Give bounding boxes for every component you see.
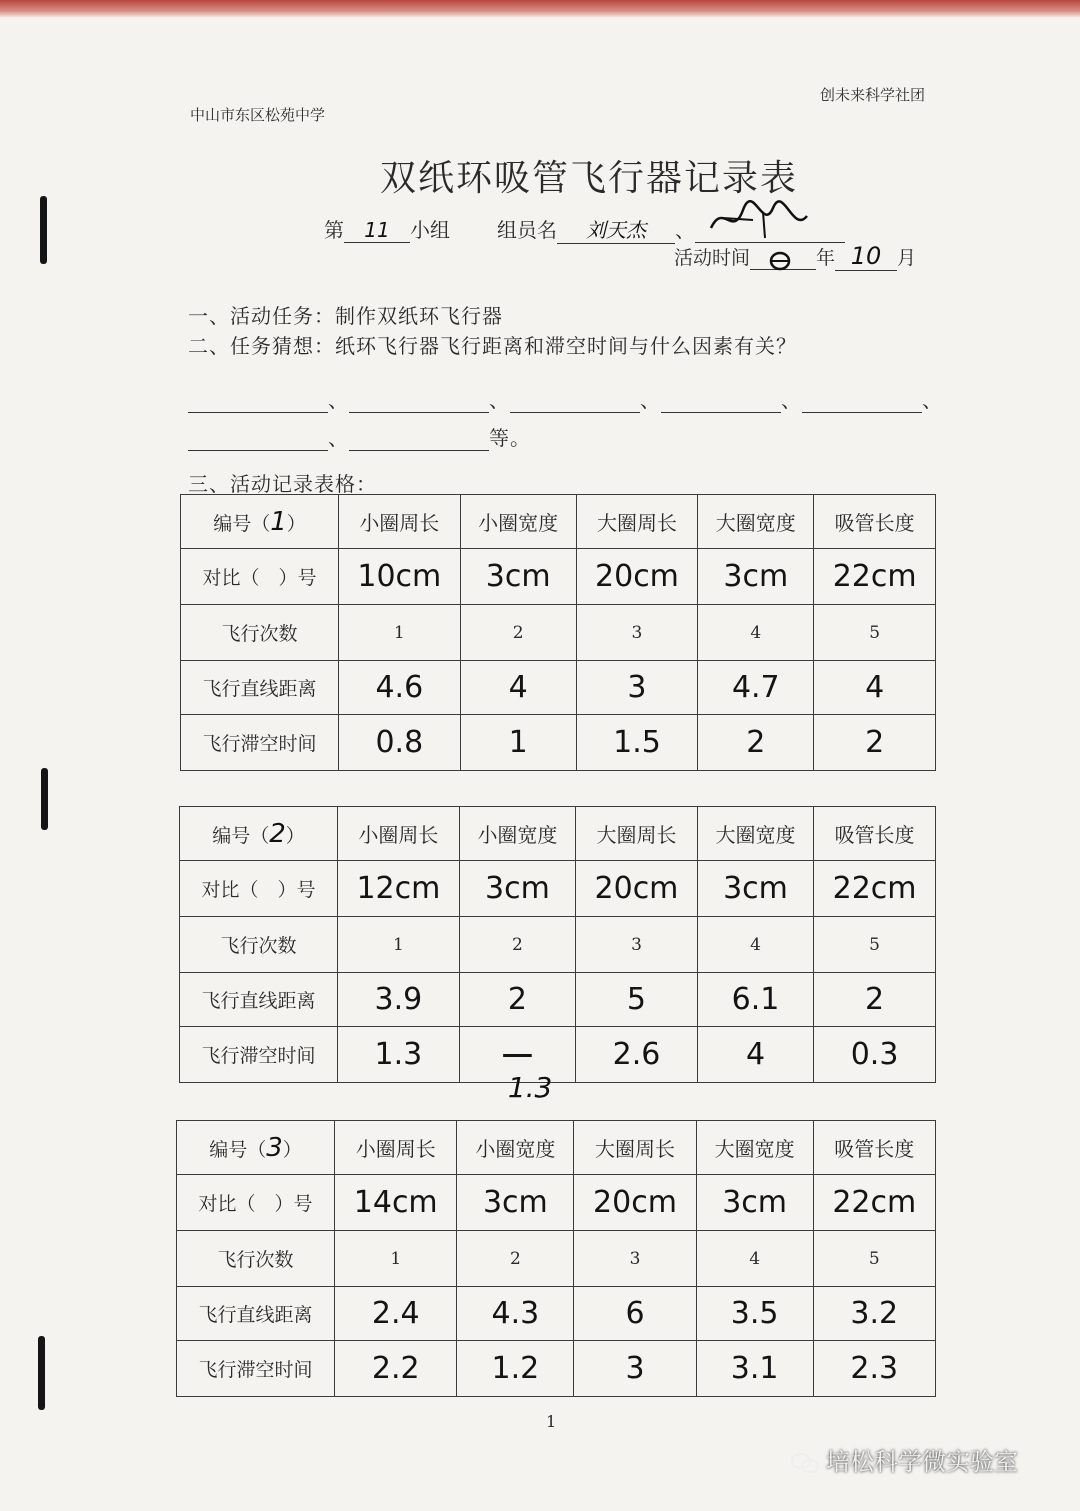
- flight-count-label: 飞行次数: [177, 1231, 335, 1287]
- trial-number: 5: [814, 605, 936, 661]
- time-cell: 0.8: [339, 715, 461, 771]
- header-small-ring-width: 小圈宽度: [460, 495, 576, 549]
- trial-number: 4: [697, 917, 813, 973]
- param-cell: 3cm: [696, 1175, 813, 1231]
- table-row-header: [180, 807, 936, 861]
- flight-count-label: 飞行次数: [181, 605, 339, 661]
- table-row-trials: [181, 605, 936, 661]
- time-cell: 1.2: [457, 1341, 574, 1397]
- members-line: [497, 214, 845, 244]
- time-label: 活动时间: [674, 247, 751, 269]
- trial-number: 1: [335, 1231, 457, 1287]
- distance-cell: 3.2: [813, 1287, 935, 1341]
- group-line: [324, 214, 450, 243]
- compare-label: 对比（ ）号: [180, 861, 338, 917]
- header-small-ring-circumference: 小圈周长: [338, 807, 460, 861]
- trial-number: 4: [698, 605, 814, 661]
- distance-cell: 3.5: [696, 1287, 813, 1341]
- number-cell: 编号（2）: [180, 807, 338, 861]
- table-row-params: [181, 549, 936, 605]
- year-field: [750, 247, 816, 270]
- time-cell: 2: [814, 715, 936, 771]
- distance-cell: 4.6: [339, 661, 461, 715]
- flight-count-label: 飞行次数: [180, 917, 338, 973]
- time-cell: 3.1: [696, 1341, 813, 1397]
- section-task: 一、活动任务：制作双纸环飞行器: [188, 304, 503, 328]
- member-2-signature: [695, 218, 845, 243]
- year-scribble: [768, 249, 794, 273]
- param-cell: 3cm: [459, 861, 575, 917]
- time-cell: 1.5: [576, 715, 698, 771]
- watermark: [790, 1442, 1018, 1477]
- section-record: 三、活动记录表格：: [188, 472, 377, 496]
- table-number: 1: [270, 506, 287, 537]
- distance-cell: 2: [459, 973, 575, 1027]
- guess-blank[interactable]: [188, 390, 328, 413]
- binder-mark: [40, 196, 47, 264]
- trial-number: 2: [459, 917, 575, 973]
- param-cell: 3cm: [460, 549, 576, 605]
- header-straw-length: 吸管长度: [814, 807, 936, 861]
- guess-blank[interactable]: [349, 428, 489, 451]
- group-suffix: 小组: [410, 218, 450, 242]
- time-cell: 3: [574, 1341, 696, 1397]
- guess-blank[interactable]: [188, 428, 328, 451]
- trial-number: 1: [338, 917, 460, 973]
- trial-number: 5: [814, 917, 936, 973]
- param-cell: 20cm: [574, 1175, 696, 1231]
- binder-mark: [38, 1336, 45, 1410]
- distance-cell: 2.4: [335, 1287, 457, 1341]
- trial-number: 5: [813, 1231, 935, 1287]
- param-cell: 22cm: [814, 549, 936, 605]
- table-row-distance: [180, 973, 936, 1027]
- record-table-3: [176, 1120, 936, 1397]
- watermark-text: 培松科学微实验室: [826, 1448, 1018, 1476]
- page-number: 1: [546, 1412, 557, 1431]
- distance-label: 飞行直线距离: [181, 661, 339, 715]
- param-cell: 20cm: [576, 549, 698, 605]
- binder-mark: [41, 768, 48, 830]
- paper-top-edge: [0, 0, 1080, 18]
- time-cell: 2: [698, 715, 814, 771]
- param-cell: 20cm: [576, 861, 698, 917]
- compare-label: 对比（ ）号: [181, 549, 339, 605]
- distance-label: 飞行直线距离: [180, 973, 338, 1027]
- guess-blank[interactable]: [349, 390, 489, 413]
- trial-number: 3: [574, 1231, 696, 1287]
- param-cell: 10cm: [339, 549, 461, 605]
- month-suffix: 月: [897, 247, 917, 269]
- school-name: 中山市东区松苑中学: [190, 106, 326, 124]
- guess-blank[interactable]: [802, 390, 922, 413]
- table-row-distance: [177, 1287, 936, 1341]
- page-title: 双纸环吸管飞行器记录表: [380, 158, 799, 199]
- header-small-ring-circumference: 小圈周长: [339, 495, 461, 549]
- table-row-trials: [177, 1231, 936, 1287]
- distance-cell: 4.3: [457, 1287, 574, 1341]
- header-large-ring-circumference: 大圈周长: [576, 495, 698, 549]
- etc-text: 等。: [489, 426, 531, 450]
- section-guess: 二、任务猜想：纸环飞行器飞行距离和滞空时间与什么因素有关？: [188, 334, 797, 358]
- time-cell: [459, 1027, 575, 1104]
- distance-cell: 6.1: [697, 973, 813, 1027]
- trial-number: 2: [460, 605, 576, 661]
- record-table-2: [179, 806, 936, 1104]
- distance-cell: 4: [460, 661, 576, 715]
- header-large-ring-circumference: 大圈周长: [574, 1121, 696, 1175]
- guess-blanks-row-2: 、 等。: [188, 422, 531, 451]
- distance-cell: 6: [574, 1287, 696, 1341]
- distance-cell: 3.9: [338, 973, 460, 1027]
- distance-cell: 3: [576, 661, 698, 715]
- time-cell-correction: 1.3: [507, 1071, 553, 1104]
- time-label: 飞行滞空时间: [181, 715, 339, 771]
- distance-cell: 4.7: [698, 661, 814, 715]
- table-row-time: [177, 1341, 936, 1397]
- trial-number: 4: [696, 1231, 813, 1287]
- time-cell: 4: [697, 1027, 813, 1083]
- header-small-ring-width: 小圈宽度: [457, 1121, 574, 1175]
- table-row-params: [180, 861, 936, 917]
- club-name: 创未来科学社团: [820, 86, 926, 104]
- table-row-header: [177, 1121, 936, 1175]
- time-cell: 1.3: [338, 1027, 460, 1083]
- group-number: 11: [344, 218, 410, 243]
- trial-number: 3: [576, 917, 698, 973]
- members-label: 组员名: [497, 218, 557, 242]
- header-large-ring-width: 大圈宽度: [696, 1121, 813, 1175]
- table-number: 3: [266, 1132, 283, 1163]
- record-table-1: [180, 494, 936, 771]
- distance-cell: 2: [814, 973, 936, 1027]
- table-row-time: [180, 1027, 936, 1083]
- trial-number: 1: [339, 605, 461, 661]
- table-row-header: [181, 495, 936, 549]
- param-cell: 12cm: [338, 861, 460, 917]
- year-suffix: 年: [816, 247, 836, 269]
- month-value: 10: [835, 242, 897, 271]
- guess-blank[interactable]: [661, 390, 781, 413]
- header-straw-length: 吸管长度: [813, 1121, 935, 1175]
- wechat-icon: [790, 1452, 820, 1474]
- param-cell: 3cm: [457, 1175, 574, 1231]
- time-cell: 2.2: [335, 1341, 457, 1397]
- time-cell: 0.3: [814, 1027, 936, 1083]
- distance-cell: 5: [576, 973, 698, 1027]
- header-small-ring-width: 小圈宽度: [459, 807, 575, 861]
- table-row-distance: [181, 661, 936, 715]
- member-1: 刘天杰: [557, 214, 675, 244]
- time-cell: 2.3: [813, 1341, 935, 1397]
- signature-scribble: [703, 198, 813, 242]
- header-large-ring-width: 大圈宽度: [698, 495, 814, 549]
- table-number: 2: [269, 818, 286, 849]
- compare-label: 对比（ ）号: [177, 1175, 335, 1231]
- group-prefix: 第: [324, 218, 344, 242]
- param-cell: 22cm: [813, 1175, 935, 1231]
- param-cell: 14cm: [335, 1175, 457, 1231]
- time-cell: 2.6: [576, 1027, 698, 1083]
- distance-cell: 4: [814, 661, 936, 715]
- time-cell: 1: [460, 715, 576, 771]
- guess-blanks-row-1: 、 、 、 、 、: [188, 384, 943, 413]
- number-cell: 编号（1）: [181, 495, 339, 549]
- trial-number: 2: [457, 1231, 574, 1287]
- header-large-ring-width: 大圈宽度: [697, 807, 813, 861]
- member-separator: 、: [675, 218, 695, 242]
- distance-label: 飞行直线距离: [177, 1287, 335, 1341]
- param-cell: 22cm: [814, 861, 936, 917]
- table-row-trials: [180, 917, 936, 973]
- time-label: 飞行滞空时间: [180, 1027, 338, 1083]
- header-small-ring-circumference: 小圈周长: [335, 1121, 457, 1175]
- guess-blank[interactable]: [510, 390, 640, 413]
- header-straw-length: 吸管长度: [814, 495, 936, 549]
- header-large-ring-circumference: 大圈周长: [576, 807, 698, 861]
- activity-time: [674, 242, 916, 271]
- param-cell: 3cm: [698, 549, 814, 605]
- table-row-time: [181, 715, 936, 771]
- param-cell: 3cm: [697, 861, 813, 917]
- trial-number: 3: [576, 605, 698, 661]
- time-label: 飞行滞空时间: [177, 1341, 335, 1397]
- number-cell: 编号（3）: [177, 1121, 335, 1175]
- table-row-params: [177, 1175, 936, 1231]
